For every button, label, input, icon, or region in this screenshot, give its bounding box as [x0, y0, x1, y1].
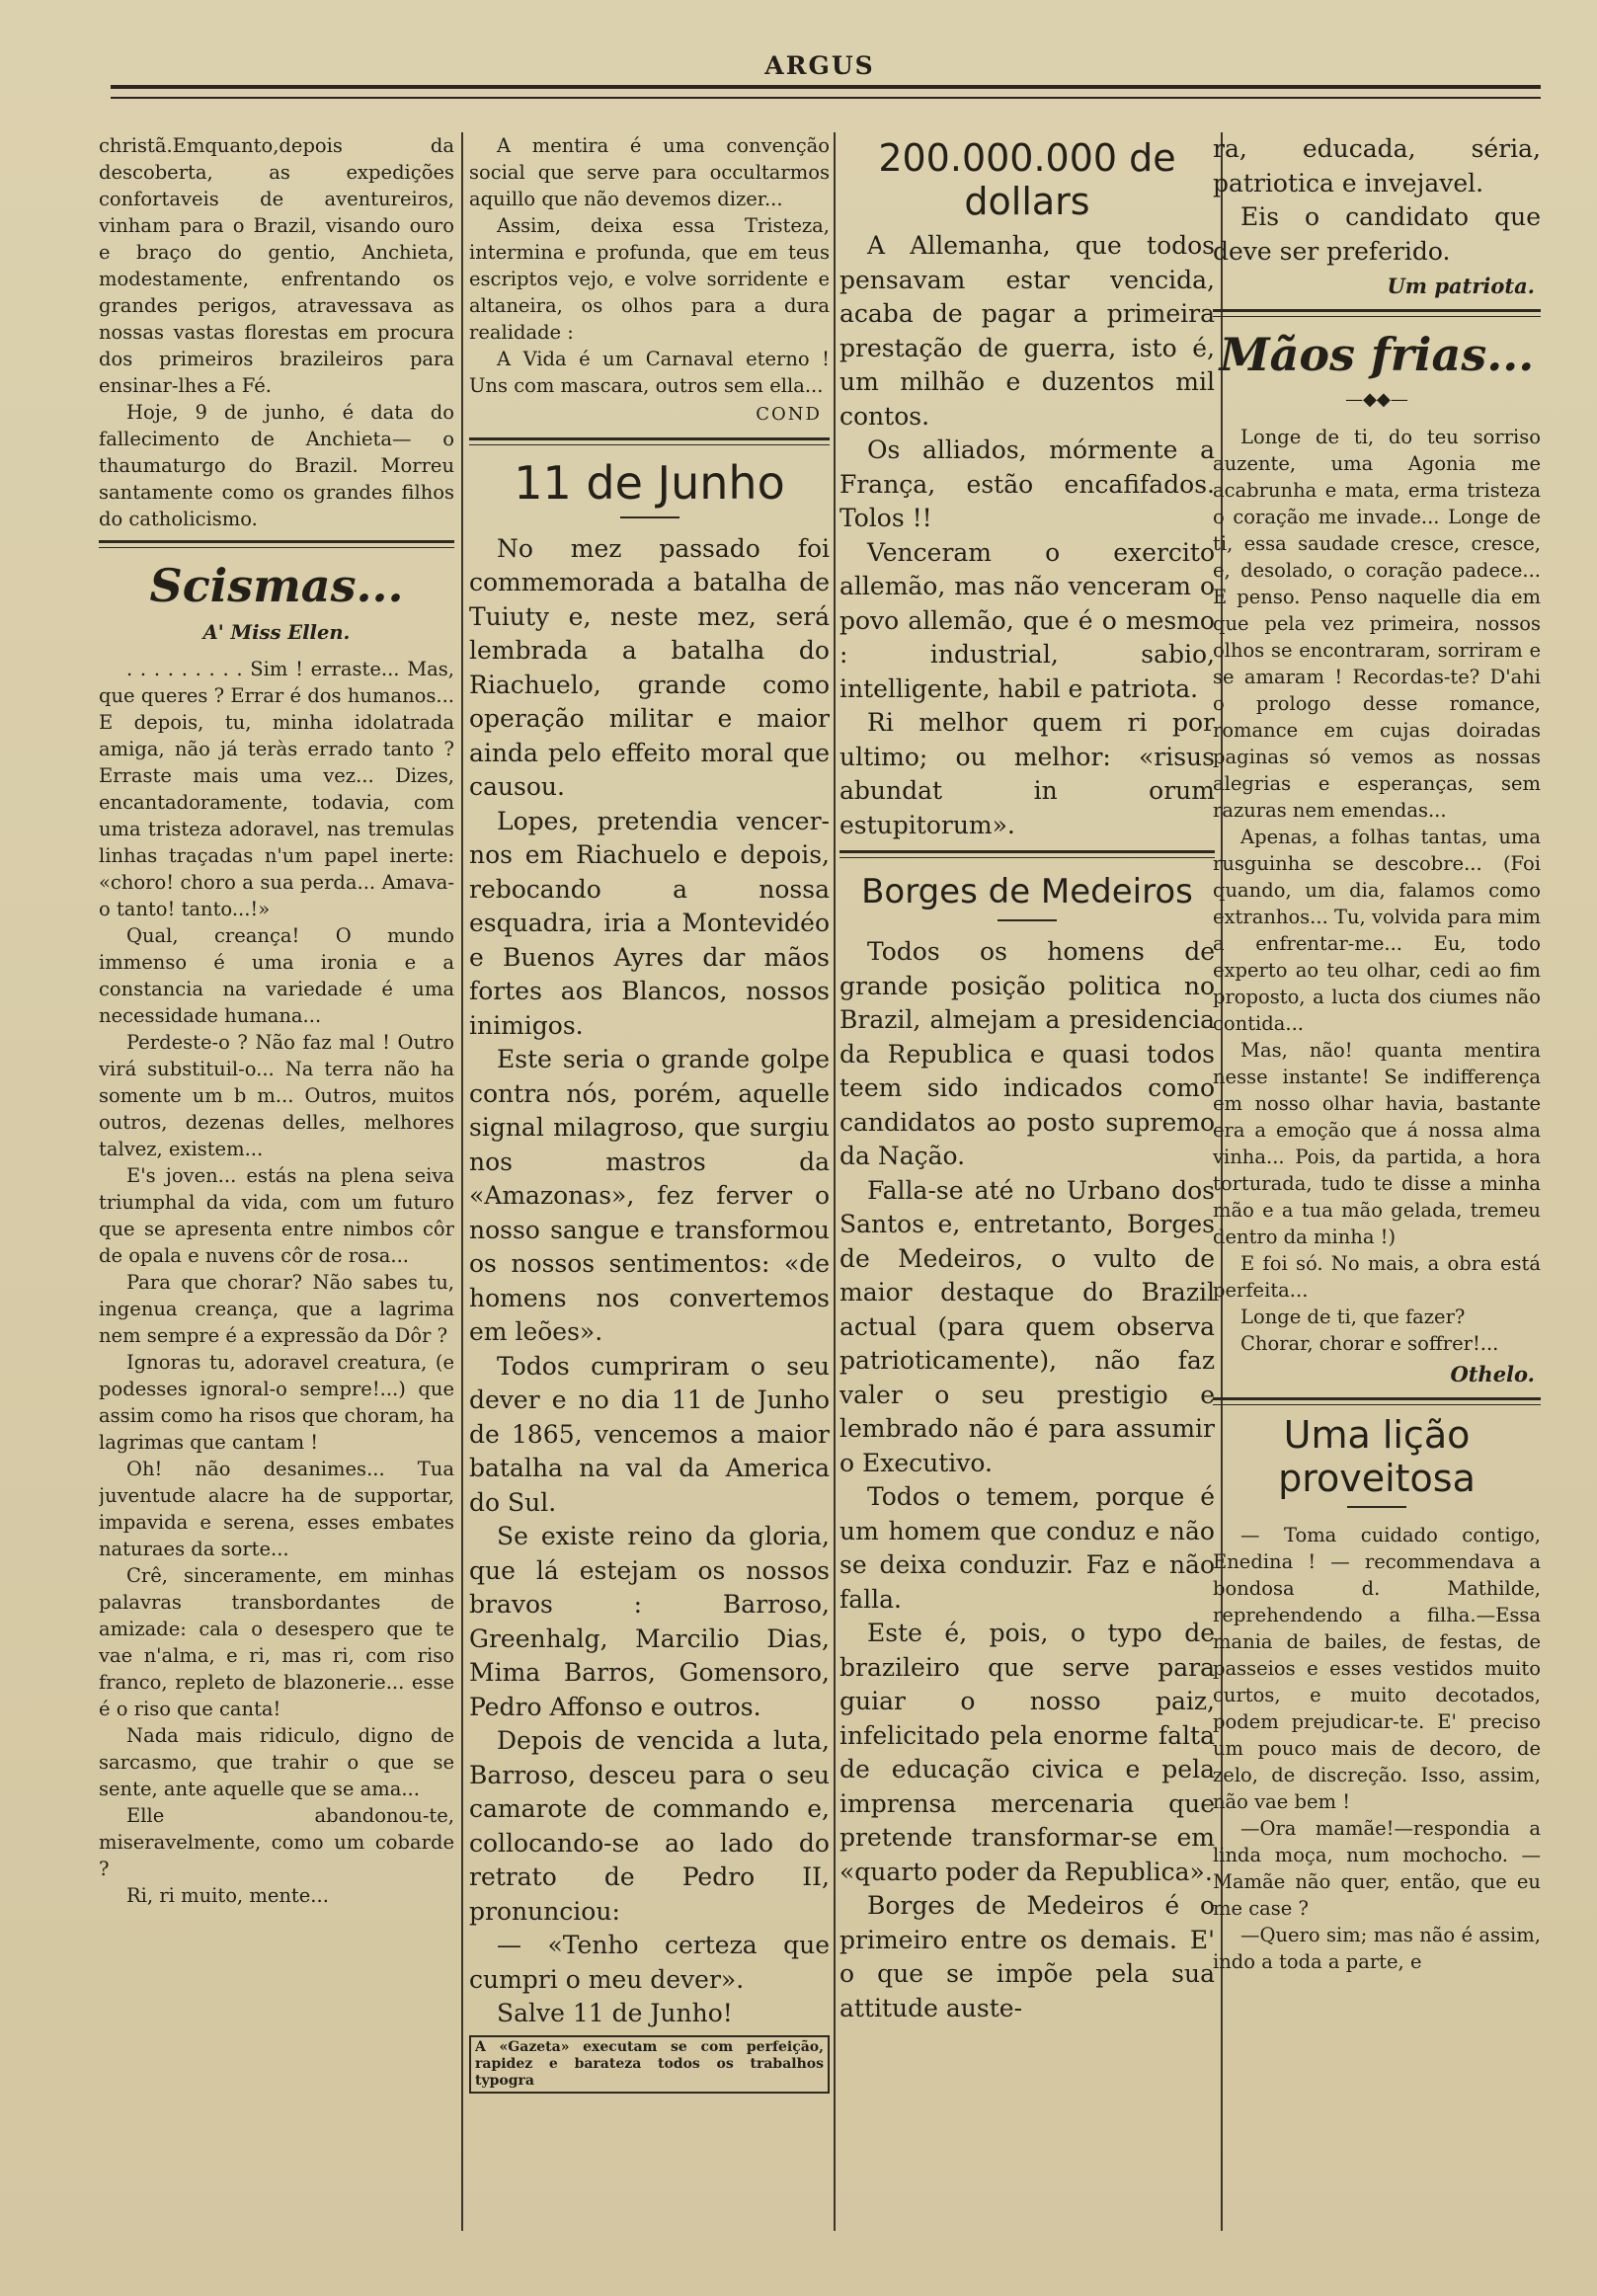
column-rule [834, 132, 836, 2231]
paragraph: Assim, deixa essa Tristeza, interminа e profunda, que em teus escriptos vejo, e volve sorridente e altaneira, os olhos para a dura realidade : [469, 214, 830, 344]
patriota-signature: Um patriota. [1387, 274, 1535, 298]
column-4 [1213, 132, 1541, 2231]
paragraph: Os alliados, mórmente a França, estão encafifados. Tolos !! [839, 435, 1215, 532]
mentira-article-end [469, 132, 830, 399]
section-rule [1213, 309, 1541, 317]
paragraph: ra, educada, séria, patriotica e invejavel. [1213, 134, 1541, 198]
paragraph: — «Tenho certeza que cumpri o meu dever». [469, 1931, 830, 1994]
column-rule [461, 132, 463, 2231]
licao-article-body [1213, 1522, 1541, 1975]
paragraph: Ri, ri muito, mente... [126, 1884, 329, 1907]
paragraph: — Toma cuidado contigo, Enedina ! — recommendava a bondosa d. Mathilde, reprehendendo a filha.—Essa mania de bailes, de festas, de passeios e esses vestidos muito curtos, e muito decotados, podem prejudicar-te. E' preciso um pouco mais de decoro, de zelo, de discreção. Isso, assim, não vae bem ! [1213, 1523, 1541, 1813]
section-rule [99, 540, 454, 548]
maos-article-body [1213, 424, 1541, 1357]
scismas-title: Scismas... [149, 559, 404, 612]
paragraph: No mez passado foi commemorada a batalha de Tuiuty e, neste mez, será lembrada a batalha do Riachuelo, grande como operação militar e maior ainda pelo effeito moral que causou. [469, 533, 830, 802]
paragraph: Perdeste-o ? Não faz mal ! Outro virá substituil-o... Na terra não ha somente um b m... Outros, muitos outros, dezenas delles, melhores talvez, existem... [99, 1031, 454, 1160]
paragraph: Todos cumpriram o seu dever e no dia 11 de Junho de 1865, vencemos a maior batalha na val da America do Sul. [469, 1351, 830, 1517]
paragraph: A Vida é um Carnaval eterno ! Uns com mascara, outros sem ella... [469, 348, 830, 397]
paragraph: Este é, pois, o typo de brazileiro que serve para guiar o nosso paiz, infelicitado pela enorme falta de educação civica e pela imprensa mercenaria que pretende transformar-se em «quarto poder da Republica». [839, 1619, 1215, 1886]
masthead-rule [111, 85, 1541, 99]
section-rule [1213, 1397, 1541, 1405]
paragraph: Salve 11 de Junho! [497, 1999, 733, 2028]
column-3 [839, 132, 1215, 2231]
paragraph: A mentira é uma convenção social que serve para occultarmos aquillo que não devemos dizer... [469, 134, 830, 210]
paragraph: Nada mais ridiculo, digno de sarcasmo, que trahir o que se sente, ante aquelle que se ama... [99, 1724, 454, 1800]
paragraph: Hoje, 9 de junho, é data do fallecimento de Anchieta— o thaumaturgo do Brazil. Morreu santamente como os grandes filhos do catholicismo. [99, 401, 454, 530]
paragraph: Crê, sinceramente, em minhas palavras transbordantes de amizade: cala o desespero que te vae n'alma, e ri, mas ri, com riso franco, repleto de blazonerie... esse é o riso que canta! [99, 1564, 454, 1720]
paragraph: —Ora mamãe!—respondia a linda moça, num mochocho. —Mamãe não quer, então, que eu me case ? [1213, 1816, 1541, 1920]
dolares-title: 200.000.000 de dollars [878, 136, 1176, 223]
masthead: ARGUS [764, 51, 875, 80]
paragraph: Oh! não desanimes... Tua juventude alacre ha de supportar, impavida e serena, esses embates naturaes da sorte... [99, 1458, 454, 1560]
paragraph: Para que chorar? Não sabes tu, ingenua creança, que a lagrima nem sempre é a expressão da Dôr ? [99, 1271, 454, 1347]
gazeta-advertisement: A «Gazeta» executam se com perfeição, rapidez e barateza todos os trabalhos typogra [469, 2035, 830, 2094]
paragraph: Este seria o grande golpe contra nós, porém, aquelle signal milagroso, que surgiu nos mastros da «Amazonas», fez ferver o nosso sangue e transformou os nossos sentimentos: «de homens nos convertemos em leões». [469, 1045, 830, 1347]
paragraph: E foi só. No mais, a obra está perfeita... [1213, 1252, 1541, 1303]
paragraph: Falla-se até no Urbano dos Santos e, entretanto, Borges de Medeiros, o vulto de maior destaque do Brazil actual (para quem observa patrioticamente), não faz valer o seu prestigio e lembrado não é para assumir o Executivo. [839, 1175, 1215, 1477]
paragraph: Todos os homens de grande posição politica no Brazil, almejam a presidencia da Republica e quasi todos teem sido indicados como candidatos ao posto supremo da Nação. [839, 937, 1215, 1170]
dolares-article-body [839, 229, 1215, 842]
paragraph: Elle abandonou-te, miseravelmente, como um cobarde ? [99, 1804, 454, 1880]
paragraph: . . . . . . . . . Sim ! erraste... Mas, que queres ? Errar é dos humanos... E depois, tu, minha idolatrada amiga, não já teràs errado tanto ? Erraste mais uma vez... Dizes, encantadoramente, todavia, com uma tristeza adoravel, nas tremulas linhas traçadas n'um papel inerte: «choro! choro a sua perda... Amava-o tanto! tanto...!» [99, 658, 454, 920]
paragraph: Longe de ti, do teu sorriso auzente, uma Agonia me acabrunha e mata, erma tristeza o coração me invade... Longe de ti, essa saudade cresce, cresce, e, desolado, o coração padece... E penso. Penso naquelle dia em que pela vez primeira, nossos olhos se encontraram, sorriram e se amaram ! Recordas-te? D'ahi o prologo desse romance, romance em cujas doiradas paginas só vemos as nossas alegrias e esperanças, sem razuras nem emendas... [1213, 426, 1541, 823]
paragraph: E's joven... estás na plena seiva triumphal da vida, com um futuro que se apresenta entre nimbos côr de opala e nuvens côr de rosa... [99, 1164, 454, 1267]
paragraph: Lopes, pretendia vencer-nos em Riachuelo e depois, rebocando a nossa esquadra, iria a Montevidéo e Buenos Ayres dar mãos fortes aos Blancos, nossos inimigos. [469, 806, 830, 1040]
title-dash [1347, 1506, 1406, 1508]
borges-article-end [1213, 132, 1541, 269]
junho-title: 11 de Junho [514, 455, 785, 510]
paragraph: Apenas, a folhas tantas, uma rusguinha se descobre... (Foi quando, um dia, falamos como extranhos... Tu, volvida para mim a enfrentar-me... Eu, todo experto ao teu olhar, cedi ao fim proposto, a lucta dos ciumes não contida... [1213, 826, 1541, 1036]
othelo-signature: Othelo. [1450, 1362, 1535, 1387]
borges-article-body [839, 935, 1215, 2025]
paragraph: christã.Emquanto,depois da descoberta, as expedições confortaveis de aventureiros, vinham para o Brazil, visando ouro e braço do gentio, Anchieta, modestamente, enfrentando os grandes perigos, atravessava as nossas vastas florestas em procura dos primeiros brazileiros para ensinar-lhes a Fé. [99, 134, 454, 397]
borges-title: Borges de Medeiros [861, 872, 1193, 911]
paragraph: Se existe reino da gloria, que lá estejam os nossos bravos : Barroso, Greenhalg, Marcilio Dias, Mima Barros, Gomensoro, Pedro Affonso e outros. [469, 1522, 830, 1721]
paragraph: Ignoras tu, adoravel creatura, (e podesses ignoral-o sempre!...) que assim como ha risos que choram, ha lagrimas que cantam ! [99, 1351, 454, 1454]
column-2 [469, 132, 830, 2231]
scismas-article-body [99, 656, 454, 1909]
paragraph: —Quero sim; mas não é assim, indo a toda a parte, e [1213, 1923, 1541, 1973]
paragraph: Todos o temem, porque é um homem que conduz e não se deixa conduzir. Faz e não falla. [839, 1482, 1215, 1614]
paragraph: Eis o candidato que deve ser preferido. [1213, 202, 1541, 266]
title-dash [998, 919, 1057, 921]
licao-title: Uma lição proveitosa [1278, 1412, 1476, 1500]
cond-signature: COND [756, 404, 822, 425]
section-rule [469, 437, 830, 445]
paragraph: Depois de vencida a luta, Barroso, desceu para o seu camarote de commando e, collocando-se ao lado do retrato de Pedro II, pronunciou: [469, 1726, 830, 1926]
paragraph: Qual, creança! O mundo immenso é uma ironia e a constancia na variedade é uma necessidade humana... [99, 924, 454, 1027]
maos-title: Mãos frias... [1219, 327, 1535, 381]
title-dash [620, 516, 679, 518]
anchieta-article-end [99, 132, 454, 532]
paragraph: Chorar, chorar e soffrer!... [1240, 1332, 1499, 1356]
paragraph: Longe de ti, que fazer? [1240, 1306, 1466, 1329]
paragraph: Venceram o exercito allemão, mas não venceram o povo allemão, que é o mesmo : industrial, sabio, intelligente, habil e patriota. [839, 537, 1215, 703]
paragraph: A Allemanha, que todos pensavam estar vencida, acaba de pagar a primeira prestação de guerra, isto é, um milhão e duzentos mil contos. [839, 231, 1215, 431]
maos-ornament: —◆◆— [1345, 388, 1408, 410]
junho-article-body [469, 532, 830, 2031]
paragraph: Borges de Medeiros é o primeiro entre os demais. E' o que se impõe pela sua attitude auste- [839, 1891, 1215, 2022]
section-rule [839, 850, 1215, 858]
paragraph: Mas, não! quanta mentira nesse instante! Se indifferença em nosso olhar havia, bastante era a emoção que á nossa alma vinha... Pois, da partida, a hora torturada, tudo te disse a minha mão e a tua mão gelada, tremeu dentro da minha !) [1213, 1039, 1541, 1249]
paragraph: Ri melhor quem ri por ultimo; ou melhor: «risus abundat in orum estupitorum». [839, 708, 1215, 839]
column-1 [99, 132, 454, 2231]
scismas-dedication: A' Miss Ellen. [202, 621, 351, 644]
